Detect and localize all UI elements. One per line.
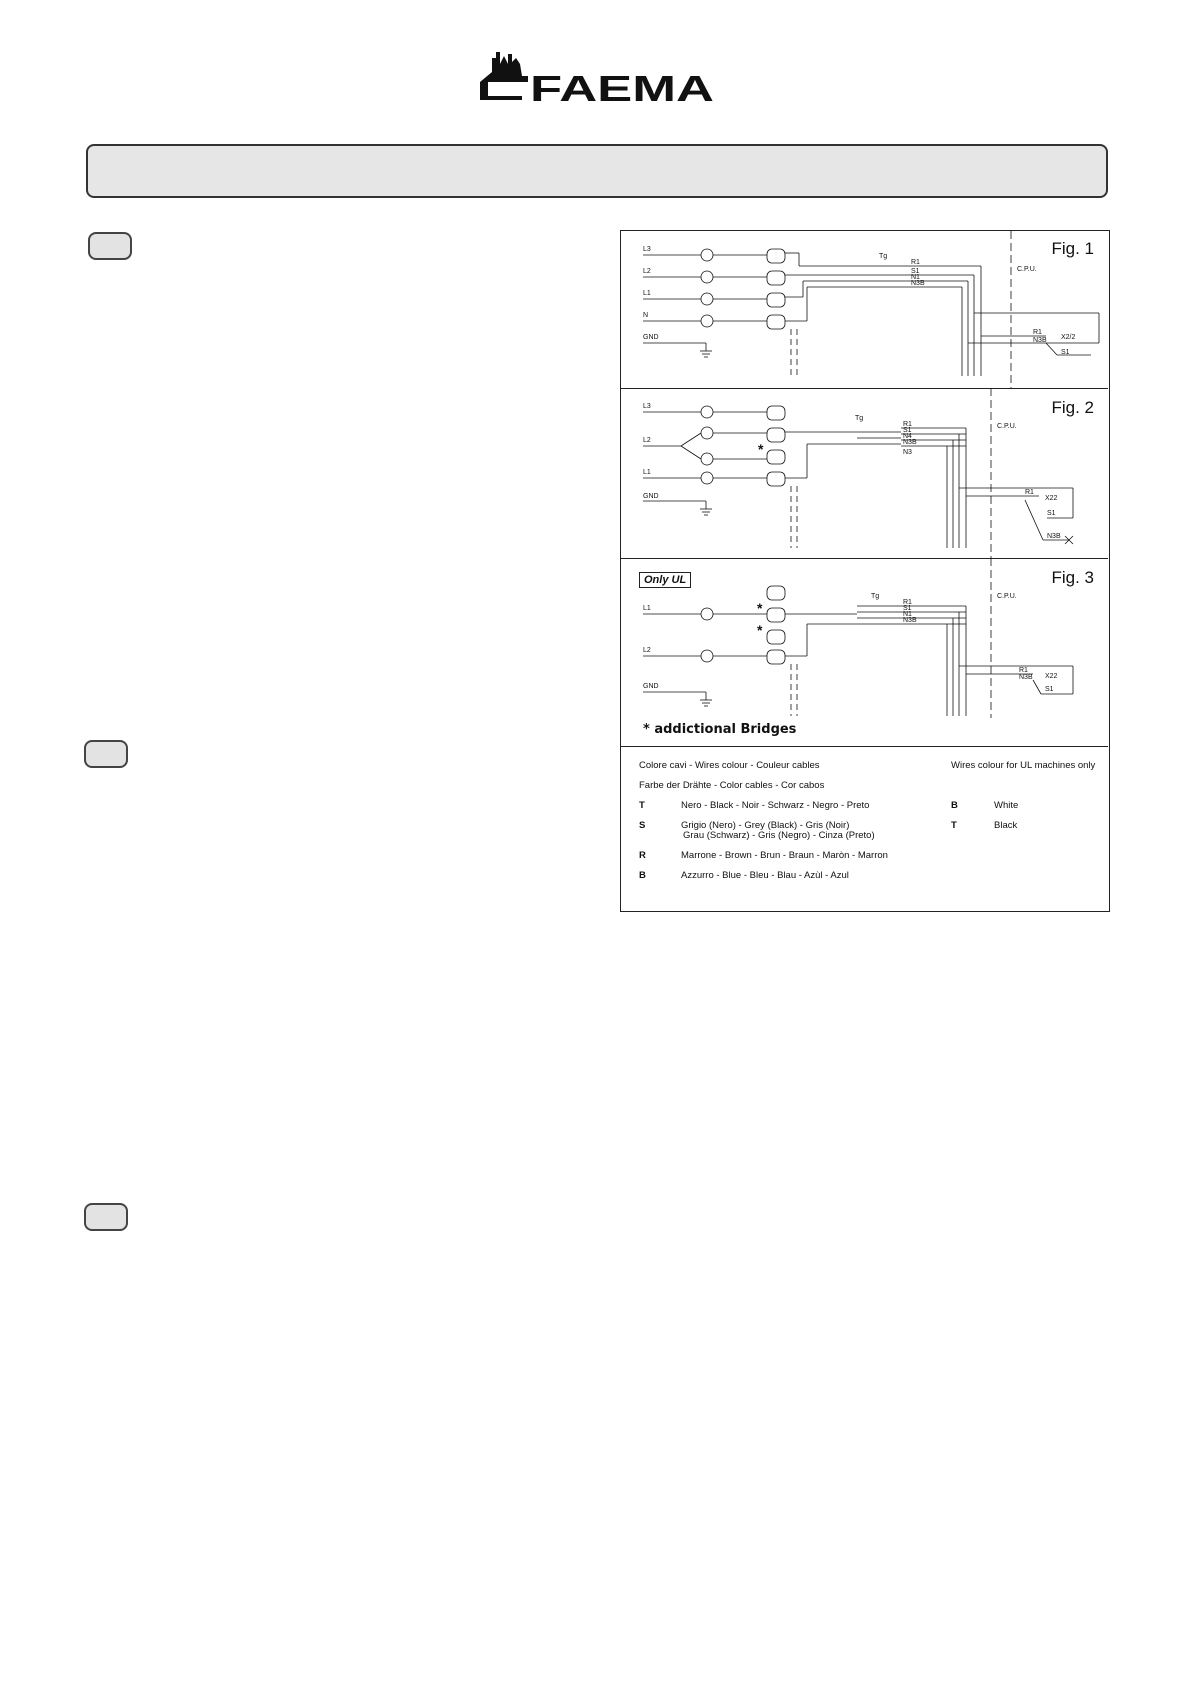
f1-out-n3b: N3B	[911, 280, 925, 287]
f3-out-s1: S1	[903, 605, 912, 612]
f1-input-l3: L3	[643, 246, 651, 253]
additional-bridges-note: * addictional Bridges	[643, 722, 797, 737]
legend-code-b: B	[639, 870, 646, 881]
f2-cpu-r1: R1	[1025, 489, 1034, 496]
f3-cpu-s1: S1	[1045, 686, 1054, 693]
f1-cpu-x22: X2/2	[1061, 334, 1076, 341]
wiring-diagram-panel	[620, 230, 1110, 912]
f1-input-n: N	[643, 312, 649, 319]
legend-ul-text-b: White	[994, 800, 1019, 811]
legend-title-1: Colore cavi - Wires colour - Couleur cables	[639, 760, 820, 771]
figure-2	[621, 388, 1108, 559]
f1-cpu-label: C.P.U.	[1017, 266, 1037, 273]
f1-cpu-r1: R1	[1033, 329, 1042, 336]
legend-ul-text-t: Black	[994, 820, 1018, 831]
section-tab-3	[84, 1203, 128, 1231]
legend-code-r: R	[639, 850, 646, 861]
figure-3-label: Fig. 3	[1051, 568, 1094, 587]
legend-code-s: S	[639, 820, 646, 831]
f3-cpu-r1: R1	[1019, 667, 1028, 674]
f1-tg-label: Tg	[879, 253, 888, 260]
f2-cpu-x22: X22	[1045, 495, 1058, 502]
f3-cpu-x22: X22	[1045, 673, 1058, 680]
f2-out-n4: N4	[903, 433, 912, 440]
legend-code-t: T	[639, 800, 645, 811]
wire-colour-legend	[621, 746, 1108, 911]
figure-2-label: Fig. 2	[1051, 398, 1094, 417]
f3-cpu-n3b: N3B	[1019, 674, 1033, 681]
faema-logo	[478, 48, 716, 108]
f2-out-n3: N3	[903, 449, 912, 456]
f2-input-gnd: GND	[643, 493, 659, 500]
f2-cpu-s1: S1	[1047, 510, 1056, 517]
svg-text:*: *	[757, 622, 763, 638]
only-ul-badge: Only UL	[639, 572, 691, 588]
svg-text:FAEMA: FAEMA	[530, 68, 715, 108]
svg-text:*: *	[757, 600, 763, 616]
f1-input-gnd: GND	[643, 334, 659, 341]
legend-text-r: Marrone - Brown - Brun - Braun - Maròn - Marron	[681, 850, 888, 861]
f1-out-s1: S1	[911, 268, 920, 275]
f2-cpu-n3b: N3B	[1047, 533, 1061, 540]
f2-input-l3: L3	[643, 403, 651, 410]
f2-tg-label: Tg	[855, 415, 864, 422]
section-tab-1	[88, 232, 132, 260]
f2-out-n3b: N3B	[903, 439, 917, 446]
f2-input-l2: L2	[643, 437, 651, 444]
f3-out-n3b: N3B	[903, 617, 917, 624]
legend-ul-code-b: B	[951, 800, 958, 811]
legend-ul-code-t: T	[951, 820, 957, 831]
figure-1	[621, 231, 1108, 389]
f2-out-r1: R1	[903, 421, 912, 428]
figure-3	[621, 558, 1108, 747]
f3-out-n1: N1	[903, 611, 912, 618]
svg-text:*: *	[758, 441, 764, 457]
f1-input-l2: L2	[643, 268, 651, 275]
figure-1-label: Fig. 1	[1051, 239, 1094, 258]
f1-out-n1: N1	[911, 274, 920, 281]
legend-text-b: Azzurro - Blue - Bleu - Blau - Azùl - Azul	[681, 870, 849, 881]
f3-tg-label: Tg	[871, 593, 880, 600]
f1-cpu-s1: S1	[1061, 349, 1070, 356]
legend-text-s-2: Grau (Schwarz) - Gris (Negro) - Cinza (Preto)	[683, 830, 875, 841]
f3-input-l2: L2	[643, 647, 651, 654]
f3-out-r1: R1	[903, 599, 912, 606]
f1-cpu-n3b: N3B	[1033, 337, 1047, 344]
legend-text-t: Nero - Black - Noir - Schwarz - Negro - Preto	[681, 800, 870, 811]
f2-input-l1: L1	[643, 469, 651, 476]
section-title-bar	[86, 144, 1108, 198]
f3-input-l1: L1	[643, 605, 651, 612]
f3-cpu-label: C.P.U.	[997, 593, 1017, 600]
legend-title-ul: Wires colour for UL machines only	[951, 760, 1096, 771]
f2-cpu-label: C.P.U.	[997, 423, 1017, 430]
section-tab-2	[84, 740, 128, 768]
f3-input-gnd: GND	[643, 683, 659, 690]
legend-title-2: Farbe der Drähte - Color cables - Cor cabos	[639, 780, 825, 791]
f2-out-s1: S1	[903, 427, 912, 434]
f1-out-r1: R1	[911, 259, 920, 266]
f1-input-l1: L1	[643, 290, 651, 297]
legend-text-s: Grigio (Nero) - Grey (Black) - Gris (Noir)	[681, 820, 850, 831]
